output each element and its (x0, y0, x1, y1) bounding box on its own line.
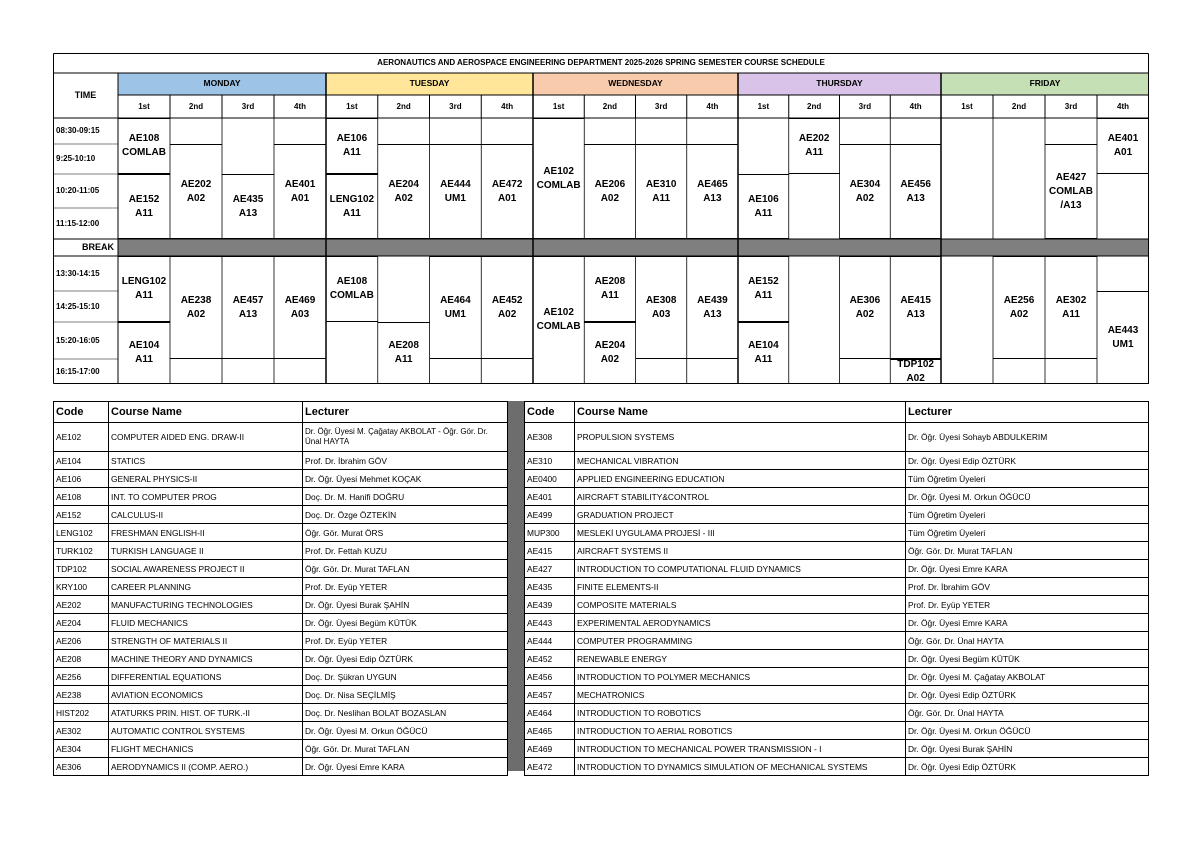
code-header: Code (525, 402, 575, 423)
course-code: AE206 (54, 632, 109, 650)
time-slot-label: 10:20-11:05 (56, 186, 100, 195)
break-band (118, 239, 1149, 256)
course-slot: AE401 A01 (1097, 118, 1149, 174)
course-slot: AE306 A02 (840, 256, 891, 359)
course-lecturer: Dr. Öğr. Üyesi M. Orkun ÖĞÜCÜ (303, 722, 508, 740)
course-lecturer: Dr. Öğr. Üyesi Edip ÖZTÜRK (906, 758, 1149, 776)
time-slot-label: 11:15-12:00 (56, 219, 100, 228)
course-slot: AE152 A11 (738, 256, 789, 322)
course-code: AE435 (525, 578, 575, 596)
course-row (525, 614, 1149, 632)
course-name: INTRODUCTION TO COMPUTATIONAL FLUID DYNAMICS (575, 560, 906, 578)
course-lecturer: Prof. Dr. Eyüp YETER (906, 596, 1149, 614)
course-code: AE472 (525, 758, 575, 776)
course-name: MECHATRONICS (575, 686, 906, 704)
course-slot: AE106 A11 (738, 174, 789, 239)
course-lecturer: Prof. Dr. Eyüp YETER (303, 632, 508, 650)
course-row (54, 650, 508, 668)
course-code: AE308 (525, 423, 575, 452)
course-slot: AE208 A11 (378, 322, 430, 384)
course-lecturer: Dr. Öğr. Üyesi Emre KARA (906, 560, 1149, 578)
course-row (525, 423, 1149, 452)
course-slot: AE304 A02 (840, 144, 891, 239)
lecturer-header: Lecturer (303, 402, 508, 423)
course-name: PROPULSION SYSTEMS (575, 423, 906, 452)
course-name: COMPUTER PROGRAMMING (575, 632, 906, 650)
course-row (54, 668, 508, 686)
course-lecturer: Prof. Dr. Eyüp YETER (303, 578, 508, 596)
course-table-right (524, 401, 1149, 776)
hour-header: 2nd (602, 102, 617, 111)
course-lecturer: Öğr. Gör. Dr. Murat TAFLAN (303, 740, 508, 758)
course-row (525, 578, 1149, 596)
course-code: AE415 (525, 542, 575, 560)
course-slot: LENG102 A11 (326, 174, 378, 239)
course-lecturer: Öğr. Gör. Murat ÖRS (303, 524, 508, 542)
course-name: MESLEKİ UYGULAMA PROJESİ - III (575, 524, 906, 542)
course-slot: AE102 COMLAB (533, 118, 584, 239)
course-row (54, 506, 508, 524)
course-lecturer: Dr. Öğr. Üyesi M. Çağatay AKBOLAT (906, 668, 1149, 686)
course-row (54, 722, 508, 740)
course-name: APPLIED ENGINEERING EDUCATION (575, 470, 906, 488)
course-row (54, 560, 508, 578)
course-lecturer: Doç. Dr. Özge ÖZTEKİN (303, 506, 508, 524)
course-lecturer: Dr. Öğr. Üyesi Edip ÖZTÜRK (906, 686, 1149, 704)
course-slot: AE435 A13 (222, 174, 274, 239)
course-name: COMPUTER AIDED ENG. DRAW-II (109, 423, 303, 452)
course-lecturer: Tüm Öğretim Üyeleri (906, 506, 1149, 524)
hour-header: 4th (1117, 102, 1129, 111)
course-name: INT. TO COMPUTER PROG (109, 488, 303, 506)
course-slot: AE152 A11 (118, 174, 170, 239)
course-slot: AE202 A11 (789, 118, 840, 174)
course-code: TDP102 (54, 560, 109, 578)
course-code: AE104 (54, 452, 109, 470)
course-code: AE202 (54, 596, 109, 614)
course-row (54, 423, 508, 452)
course-code: AE256 (54, 668, 109, 686)
course-lecturer: Dr. Öğr. Üyesi Sohayb ABDULKERIM (906, 423, 1149, 452)
course-slot: AE308 A03 (636, 256, 687, 359)
course-code: AE204 (54, 614, 109, 632)
course-row (525, 668, 1149, 686)
course-slot: AE208 A11 (584, 256, 635, 322)
course-lecturer: Doç. Dr. Şükran UYGUN (303, 668, 508, 686)
course-row (525, 596, 1149, 614)
course-name: EXPERIMENTAL AERODYNAMICS (575, 614, 906, 632)
course-slot: AE439 A13 (687, 256, 738, 359)
course-row (54, 524, 508, 542)
course-name: FLUID MECHANICS (109, 614, 303, 632)
course-lecturer: Öğr. Gör. Dr. Ünal HAYTA (906, 704, 1149, 722)
course-slot: AE206 A02 (584, 144, 635, 239)
course-name: FINITE ELEMENTS-II (575, 578, 906, 596)
course-row (54, 632, 508, 650)
hour-header: 2nd (1011, 102, 1027, 111)
course-code: AE499 (525, 506, 575, 524)
schedule-grid (53, 53, 1149, 384)
time-slot-label: 15:20-16:05 (56, 336, 100, 345)
course-row (54, 758, 508, 776)
course-name: FRESHMAN ENGLISH-II (109, 524, 303, 542)
course-lecturer: Doç. Dr. Nisa SEÇİLMİŞ (303, 686, 508, 704)
course-row (525, 740, 1149, 758)
course-lecturer: Dr. Öğr. Üyesi Begüm KÜTÜK (303, 614, 508, 632)
day-header-monday: MONDAY (203, 78, 241, 88)
course-slot: AE465 A13 (687, 144, 738, 239)
course-code: AE304 (54, 740, 109, 758)
course-slot: AE104 A11 (738, 322, 789, 384)
course-lecturer: Dr. Öğr. Üyesi Emre KARA (303, 758, 508, 776)
course-name: STRENGTH OF MATERIALS II (109, 632, 303, 650)
course-name: AUTOMATIC CONTROL SYSTEMS (109, 722, 303, 740)
day-header-friday: FRIDAY (1029, 78, 1061, 88)
course-slot: AE415 A13 (890, 256, 941, 359)
course-slot: AE464 UM1 (430, 256, 482, 359)
course-row (54, 452, 508, 470)
course-lecturer: Öğr. Gör. Dr. Murat TAFLAN (303, 560, 508, 578)
course-slot: AE256 A02 (993, 256, 1045, 359)
course-row (525, 488, 1149, 506)
course-code: AE456 (525, 668, 575, 686)
course-row (525, 542, 1149, 560)
course-name: MACHINE THEORY AND DYNAMICS (109, 650, 303, 668)
course-table-left (53, 401, 508, 776)
course-name: FLIGHT MECHANICS (109, 740, 303, 758)
course-lecturer: Öğr. Gör. Dr. Murat TAFLAN (906, 542, 1149, 560)
course-code: AE443 (525, 614, 575, 632)
course-name: INTRODUCTION TO ROBOTICS (575, 704, 906, 722)
hour-header: 3rd (858, 102, 872, 111)
course-slot: AE456 A13 (890, 144, 941, 239)
time-slot-label: 08:30-09:15 (56, 126, 100, 135)
course-name: CAREER PLANNING (109, 578, 303, 596)
course-lecturer: Dr. Öğr. Üyesi Mehmet KOÇAK (303, 470, 508, 488)
course-name: MANUFACTURING TECHNOLOGIES (109, 596, 303, 614)
course-code: AE401 (525, 488, 575, 506)
course-code: KRY100 (54, 578, 109, 596)
course-lecturer: Dr. Öğr. Üyesi Edip ÖZTÜRK (303, 650, 508, 668)
course-code: AE427 (525, 560, 575, 578)
course-row (525, 506, 1149, 524)
time-slot-label: 14:25-15:10 (56, 302, 100, 311)
table-separator (507, 401, 524, 771)
course-code: AE310 (525, 452, 575, 470)
course-lecturer: Dr. Öğr. Üyesi Edip ÖZTÜRK (906, 452, 1149, 470)
course-name: ATATURKS PRIN. HIST. OF TURK.-II (109, 704, 303, 722)
course-code: AE238 (54, 686, 109, 704)
course-lecturer: Prof. Dr. İbrahim GÖV (906, 578, 1149, 596)
course-slot: AE102 COMLAB (533, 256, 584, 384)
course-slot: AE469 A03 (274, 256, 326, 359)
course-name: DIFFERENTIAL EQUATIONS (109, 668, 303, 686)
course-slot: LENG102 A11 (118, 256, 170, 322)
course-row (54, 578, 508, 596)
course-row (525, 560, 1149, 578)
course-slot: AE104 A11 (118, 322, 170, 384)
time-slot-label: 13:30-14:15 (56, 269, 100, 278)
course-slot: TDP102 A02 (890, 359, 941, 384)
course-slot: AE310 A11 (636, 144, 687, 239)
hour-header: 2nd (396, 102, 411, 111)
course-code: AE302 (54, 722, 109, 740)
course-slot: AE302 A11 (1045, 256, 1097, 359)
hour-header: 1st (346, 102, 358, 111)
course-row (54, 704, 508, 722)
course-lecturer: Doç. Dr. M. Hanifi DOĞRU (303, 488, 508, 506)
day-header-wednesday: WEDNESDAY (608, 78, 663, 88)
course-row (54, 740, 508, 758)
course-slot: AE106 A11 (326, 118, 378, 174)
course-name: GRADUATION PROJECT (575, 506, 906, 524)
course-lecturer: Dr. Öğr. Üyesi M. Çağatay AKBOLAT - Öğr. Gör. Dr. Ünal HAYTA (303, 423, 508, 452)
course-name: AIRCRAFT STABILITY&CONTROL (575, 488, 906, 506)
course-lecturer: Prof. Dr. İbrahim GÖV (303, 452, 508, 470)
break-label: BREAK (81, 242, 114, 252)
course-slot: AE401 A01 (274, 144, 326, 239)
course-name: RENEWABLE ENERGY (575, 650, 906, 668)
course-name: TURKISH LANGUAGE II (109, 542, 303, 560)
course-row (54, 686, 508, 704)
course-code: LENG102 (54, 524, 109, 542)
course-name: INTRODUCTION TO DYNAMICS SIMULATION OF MECHANICAL SYSTEMS (575, 758, 906, 776)
course-row (525, 650, 1149, 668)
course-name: MECHANICAL VIBRATION (575, 452, 906, 470)
code-header: Code (54, 402, 109, 423)
course-lecturer: Dr. Öğr. Üyesi Begüm KÜTÜK (906, 650, 1149, 668)
course-name: INTRODUCTION TO POLYMER MECHANICS (575, 668, 906, 686)
hour-header: 4th (501, 102, 514, 111)
course-row (525, 632, 1149, 650)
hour-header: 3rd (654, 102, 668, 111)
course-slot: AE472 A01 (481, 144, 533, 239)
course-row (54, 596, 508, 614)
course-name: SOCIAL AWARENESS PROJECT II (109, 560, 303, 578)
course-row (54, 488, 508, 506)
course-code: AE0400 (525, 470, 575, 488)
course-lecturer: Tüm Öğretim Üyeleri (906, 524, 1149, 542)
course-name: INTRODUCTION TO AERIAL ROBOTICS (575, 722, 906, 740)
course-name-header: Course Name (109, 402, 303, 423)
course-lecturer: Dr. Öğr. Üyesi Burak ŞAHİN (303, 596, 508, 614)
time-slot-label: 9:25-10:10 (56, 154, 96, 163)
course-slot: AE108 COMLAB (118, 118, 170, 174)
course-name: COMPOSITE MATERIALS (575, 596, 906, 614)
course-code: AE108 (54, 488, 109, 506)
course-lecturer: Dr. Öğr. Üyesi M. Orkun ÖĞÜCÜ (906, 722, 1149, 740)
hour-header: 1st (757, 102, 770, 111)
hour-header: 3rd (241, 102, 255, 111)
course-name: GENERAL PHYSICS-II (109, 470, 303, 488)
course-code: AE106 (54, 470, 109, 488)
course-name: CALCULUS-II (109, 506, 303, 524)
course-slot: AE202 A02 (170, 144, 222, 239)
course-slot: AE204 A02 (378, 144, 430, 239)
course-row (54, 470, 508, 488)
course-slot: AE204 A02 (584, 322, 635, 384)
course-row (525, 524, 1149, 542)
day-header-thursday: THURSDAY (816, 78, 863, 88)
course-name: AVIATION ECONOMICS (109, 686, 303, 704)
course-code: AE439 (525, 596, 575, 614)
course-code: AE444 (525, 632, 575, 650)
course-lecturer: Doç. Dr. Neslihan BOLAT BOZASLAN (303, 704, 508, 722)
course-name: AIRCRAFT SYSTEMS II (575, 542, 906, 560)
course-name-header: Course Name (575, 402, 906, 423)
hour-header: 2nd (807, 102, 822, 111)
course-slot: AE452 A02 (481, 256, 533, 359)
hour-header: 2nd (188, 102, 204, 111)
hour-header: 1st (961, 102, 973, 111)
course-code: AE464 (525, 704, 575, 722)
course-slot: AE238 A02 (170, 256, 222, 359)
course-code: AE208 (54, 650, 109, 668)
hour-header: 3rd (1064, 102, 1078, 111)
course-code: AE465 (525, 722, 575, 740)
time-slot-label: 16:15-17:00 (56, 367, 100, 376)
course-lecturer: Öğr. Gör. Dr. Ünal HAYTA (906, 632, 1149, 650)
course-slot: AE427 COMLAB /A13 (1045, 144, 1097, 239)
course-lecturer: Prof. Dr. Fettah KUZU (303, 542, 508, 560)
course-name: AERODYNAMICS II (COMP. AERO.) (109, 758, 303, 776)
course-lecturer: Tüm Öğretim Üyeleri (906, 470, 1149, 488)
hour-header: 4th (294, 102, 306, 111)
course-row (525, 722, 1149, 740)
hour-header: 4th (909, 102, 922, 111)
course-row (525, 686, 1149, 704)
course-code: AE152 (54, 506, 109, 524)
schedule-title: AERONAUTICS AND AEROSPACE ENGINEERING DEPARTMENT 2025-2026 SPRING SEMESTER COURSE SCHEDULE (377, 58, 825, 67)
day-header-tuesday: TUESDAY (409, 78, 450, 88)
hour-header: 1st (552, 102, 565, 111)
course-code: AE452 (525, 650, 575, 668)
course-slot: AE457 A13 (222, 256, 274, 359)
time-header: TIME (74, 90, 97, 100)
hour-header: 4th (706, 102, 719, 111)
hour-header: 3rd (449, 102, 462, 111)
course-row (54, 542, 508, 560)
course-code: AE469 (525, 740, 575, 758)
course-slot: AE444 UM1 (430, 144, 482, 239)
course-slot: AE443 UM1 (1097, 291, 1149, 384)
course-row (525, 452, 1149, 470)
course-lecturer: Dr. Öğr. Üyesi Burak ŞAHİN (906, 740, 1149, 758)
hour-header: 1st (138, 102, 150, 111)
lecturer-header: Lecturer (906, 402, 1149, 423)
course-name: STATICS (109, 452, 303, 470)
course-name: INTRODUCTION TO MECHANICAL POWER TRANSMISSION - I (575, 740, 906, 758)
course-code: AE457 (525, 686, 575, 704)
course-code: HIST202 (54, 704, 109, 722)
course-row (54, 614, 508, 632)
course-slot: AE108 COMLAB (326, 256, 378, 322)
course-code: AE102 (54, 423, 109, 452)
course-lecturer: Dr. Öğr. Üyesi M. Orkun ÖĞÜCÜ (906, 488, 1149, 506)
course-row (525, 758, 1149, 776)
course-code: AE306 (54, 758, 109, 776)
course-code: MUP300 (525, 524, 575, 542)
course-row (525, 470, 1149, 488)
course-row (525, 704, 1149, 722)
course-lecturer: Dr. Öğr. Üyesi Emre KARA (906, 614, 1149, 632)
course-code: TURK102 (54, 542, 109, 560)
